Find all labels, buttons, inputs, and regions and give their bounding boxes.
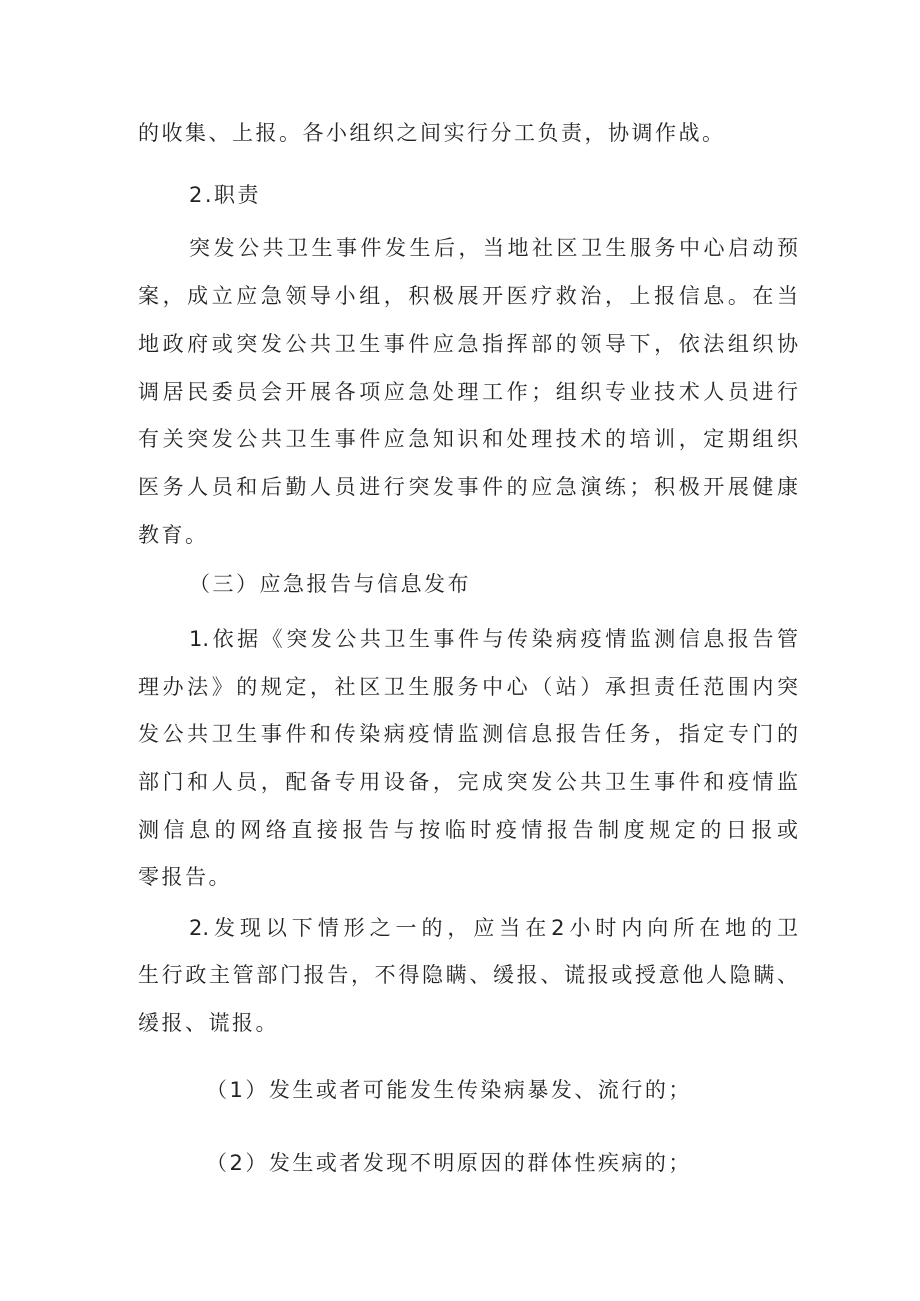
section-heading: 2.职责	[189, 183, 262, 207]
body-text-line: 案，成立应急领导小组，积极展开医疗救治，上报信息。在当	[138, 284, 798, 308]
body-text-line: 有关突发公共卫生事件应急知识和处理技术的培训，定期组织	[138, 427, 798, 451]
body-text-line: 零报告。	[138, 865, 232, 889]
section-heading: （三）应急报告与信息发布	[189, 572, 471, 596]
body-text-line: 测信息的网络直接报告与按临时疫情报告制度规定的日报或	[138, 818, 798, 842]
body-text-line: 生行政主管部门报告，不得隐瞒、缓报、谎报或授意他人隐瞒、	[138, 963, 798, 987]
body-text-line: 2.发现以下情形之一的，应当在2小时内向所在地的卫	[189, 916, 798, 940]
list-item: （1）发生或者可能发生传染病暴发、流行的；	[206, 1078, 692, 1102]
body-text-line: 部门和人员，配备专用设备，完成突发公共卫生事件和疫情监	[138, 770, 798, 794]
body-text-line: 理办法》的规定，社区卫生服务中心（站）承担责任范围内突	[138, 675, 798, 699]
body-text-line: 的收集、上报。各小组织之间实行分工负责，协调作战。	[138, 121, 726, 145]
body-text-line: 调居民委员会开展各项应急处理工作；组织专业技术人员进行	[138, 380, 798, 404]
body-text-line: 发公共卫生事件和传染病疫情监测信息报告任务，指定专门的	[138, 722, 798, 746]
body-text-line: 地政府或突发公共卫生事件应急指挥部的领导下，依法组织协	[138, 332, 798, 356]
body-text-line: 医务人员和后勤人员进行突发事件的应急演练；积极开展健康	[138, 475, 798, 499]
body-text-line: 1.依据《突发公共卫生事件与传染病疫情监测信息报告管	[189, 627, 798, 651]
body-text-line: 缓报、谎报。	[138, 1011, 279, 1035]
list-item: （2）发生或者发现不明原因的群体性疾病的；	[206, 1151, 692, 1175]
body-text-line: 突发公共卫生事件发生后，当地社区卫生服务中心启动预	[189, 236, 798, 260]
body-text-line: 教育。	[138, 523, 209, 547]
